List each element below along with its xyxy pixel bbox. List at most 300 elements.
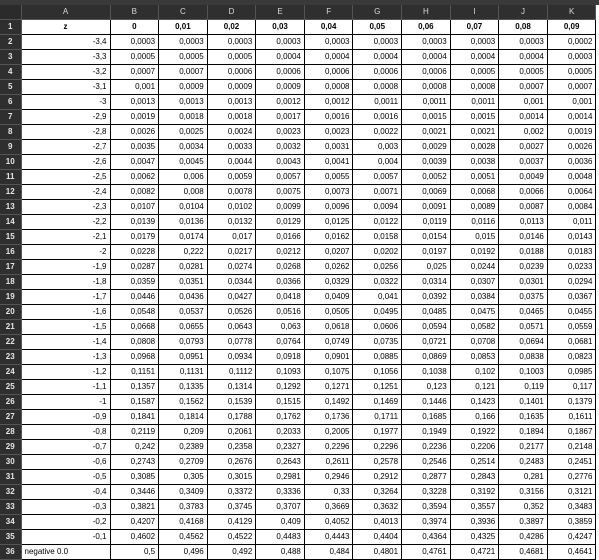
cell-d2[interactable]: 0,0003 <box>207 35 256 50</box>
cell-g10[interactable]: 0,004 <box>353 155 402 170</box>
cell-a12[interactable]: -2,4 <box>21 185 110 200</box>
row-header-35[interactable]: 35 <box>0 530 21 545</box>
cell-d13[interactable]: 0,0102 <box>207 200 256 215</box>
row-header-8[interactable]: 8 <box>0 125 21 140</box>
cell-e11[interactable]: 0,0057 <box>256 170 305 185</box>
cell-a32[interactable]: -0,4 <box>21 485 110 500</box>
cell-i17[interactable]: 0,0244 <box>450 260 499 275</box>
cell-f27[interactable]: 0,1736 <box>304 410 353 425</box>
cell-a29[interactable]: -0,7 <box>21 440 110 455</box>
cell-j2[interactable]: 0,0003 <box>499 35 548 50</box>
cell-d6[interactable]: 0,0013 <box>207 95 256 110</box>
cell-i36[interactable]: 0,4721 <box>450 545 499 560</box>
cell-a3[interactable]: -3,3 <box>21 50 110 65</box>
cell-g26[interactable]: 0,1469 <box>353 395 402 410</box>
cell-i23[interactable]: 0,0853 <box>450 350 499 365</box>
cell-a25[interactable]: -1,1 <box>21 380 110 395</box>
cell-k9[interactable]: 0,0026 <box>547 140 596 155</box>
cell-d21[interactable]: 0,0643 <box>207 320 256 335</box>
cell-j33[interactable]: 0,352 <box>499 500 548 515</box>
cell-h11[interactable]: 0,0052 <box>402 170 451 185</box>
cell-d1[interactable]: 0,02 <box>207 20 256 35</box>
cell-g12[interactable]: 0,0071 <box>353 185 402 200</box>
cell-h30[interactable]: 0,2546 <box>402 455 451 470</box>
cell-h5[interactable]: 0,0008 <box>402 80 451 95</box>
cell-d7[interactable]: 0,0018 <box>207 110 256 125</box>
row-header-18[interactable]: 18 <box>0 275 21 290</box>
cell-d8[interactable]: 0,0024 <box>207 125 256 140</box>
cell-a9[interactable]: -2,7 <box>21 140 110 155</box>
cell-b32[interactable]: 0,3446 <box>110 485 159 500</box>
cell-k35[interactable]: 0,4247 <box>547 530 596 545</box>
cell-f9[interactable]: 0,0031 <box>304 140 353 155</box>
cell-c33[interactable]: 0,3783 <box>159 500 208 515</box>
cell-a8[interactable]: -2,8 <box>21 125 110 140</box>
cell-b14[interactable]: 0,0139 <box>110 215 159 230</box>
cell-f17[interactable]: 0,0262 <box>304 260 353 275</box>
cell-h14[interactable]: 0,0119 <box>402 215 451 230</box>
cell-g22[interactable]: 0,0735 <box>353 335 402 350</box>
cell-k31[interactable]: 0,2776 <box>547 470 596 485</box>
cell-a17[interactable]: -1,9 <box>21 260 110 275</box>
cell-g36[interactable]: 0,4801 <box>353 545 402 560</box>
cell-c19[interactable]: 0,0436 <box>159 290 208 305</box>
cell-k29[interactable]: 0,2148 <box>547 440 596 455</box>
cell-f29[interactable]: 0,2296 <box>304 440 353 455</box>
cell-e21[interactable]: 0,063 <box>256 320 305 335</box>
cell-a18[interactable]: -1,8 <box>21 275 110 290</box>
cell-i29[interactable]: 0,2206 <box>450 440 499 455</box>
cell-h28[interactable]: 0,1949 <box>402 425 451 440</box>
cell-d25[interactable]: 0,1314 <box>207 380 256 395</box>
row-header-36[interactable]: 36 <box>0 545 21 560</box>
cell-a33[interactable]: -0,3 <box>21 500 110 515</box>
cell-h3[interactable]: 0,0004 <box>402 50 451 65</box>
cell-k8[interactable]: 0,0019 <box>547 125 596 140</box>
cell-i12[interactable]: 0,0068 <box>450 185 499 200</box>
cell-i28[interactable]: 0,1922 <box>450 425 499 440</box>
cell-f36[interactable]: 0,484 <box>304 545 353 560</box>
cell-d15[interactable]: 0,017 <box>207 230 256 245</box>
cell-g11[interactable]: 0,0057 <box>353 170 402 185</box>
cell-a36[interactable]: negative 0.0 <box>21 545 110 560</box>
cell-g2[interactable]: 0,0003 <box>353 35 402 50</box>
cell-g23[interactable]: 0,0885 <box>353 350 402 365</box>
cell-b8[interactable]: 0,0026 <box>110 125 159 140</box>
cell-i8[interactable]: 0,0021 <box>450 125 499 140</box>
cell-k26[interactable]: 0,1379 <box>547 395 596 410</box>
row-header-29[interactable]: 29 <box>0 440 21 455</box>
cell-e3[interactable]: 0,0004 <box>256 50 305 65</box>
cell-k12[interactable]: 0,0064 <box>547 185 596 200</box>
cell-e33[interactable]: 0,3707 <box>256 500 305 515</box>
cell-f23[interactable]: 0,0901 <box>304 350 353 365</box>
cell-j11[interactable]: 0,0049 <box>499 170 548 185</box>
cell-a11[interactable]: -2,5 <box>21 170 110 185</box>
cell-b35[interactable]: 0,4602 <box>110 530 159 545</box>
cell-f6[interactable]: 0,0012 <box>304 95 353 110</box>
row-header-5[interactable]: 5 <box>0 80 21 95</box>
cell-e26[interactable]: 0,1515 <box>256 395 305 410</box>
cell-c36[interactable]: 0,496 <box>159 545 208 560</box>
cell-c9[interactable]: 0,0034 <box>159 140 208 155</box>
cell-k6[interactable]: 0,001 <box>547 95 596 110</box>
row-header-19[interactable]: 19 <box>0 290 21 305</box>
cell-d36[interactable]: 0,492 <box>207 545 256 560</box>
cell-e8[interactable]: 0,0023 <box>256 125 305 140</box>
cell-i35[interactable]: 0,4325 <box>450 530 499 545</box>
cell-b19[interactable]: 0,0446 <box>110 290 159 305</box>
row-header-3[interactable]: 3 <box>0 50 21 65</box>
cell-e7[interactable]: 0,0017 <box>256 110 305 125</box>
cell-h23[interactable]: 0,0869 <box>402 350 451 365</box>
cell-d12[interactable]: 0,0078 <box>207 185 256 200</box>
cell-k32[interactable]: 0,3121 <box>547 485 596 500</box>
cell-f32[interactable]: 0,33 <box>304 485 353 500</box>
cell-c31[interactable]: 0,305 <box>159 470 208 485</box>
cell-d17[interactable]: 0,0274 <box>207 260 256 275</box>
cell-f1[interactable]: 0,04 <box>304 20 353 35</box>
cell-d31[interactable]: 0,3015 <box>207 470 256 485</box>
column-header-g[interactable]: G <box>353 5 402 20</box>
cell-c2[interactable]: 0,0003 <box>159 35 208 50</box>
cell-d35[interactable]: 0,4522 <box>207 530 256 545</box>
cell-h22[interactable]: 0,0721 <box>402 335 451 350</box>
cell-b9[interactable]: 0,0035 <box>110 140 159 155</box>
cell-a34[interactable]: -0,2 <box>21 515 110 530</box>
cell-h31[interactable]: 0,2877 <box>402 470 451 485</box>
cell-e25[interactable]: 0,1292 <box>256 380 305 395</box>
cell-b33[interactable]: 0,3821 <box>110 500 159 515</box>
cell-h25[interactable]: 0,123 <box>402 380 451 395</box>
cell-g35[interactable]: 0,4404 <box>353 530 402 545</box>
cell-a13[interactable]: -2,3 <box>21 200 110 215</box>
cell-c13[interactable]: 0,0104 <box>159 200 208 215</box>
cell-e10[interactable]: 0,0043 <box>256 155 305 170</box>
cell-h35[interactable]: 0,4364 <box>402 530 451 545</box>
cell-g3[interactable]: 0,0004 <box>353 50 402 65</box>
cell-e18[interactable]: 0,0366 <box>256 275 305 290</box>
cell-g30[interactable]: 0,2578 <box>353 455 402 470</box>
column-header-a[interactable]: A <box>21 5 110 20</box>
cell-g14[interactable]: 0,0122 <box>353 215 402 230</box>
cell-h24[interactable]: 0,1038 <box>402 365 451 380</box>
cell-h4[interactable]: 0,0006 <box>402 65 451 80</box>
row-header-34[interactable]: 34 <box>0 515 21 530</box>
row-header-1[interactable]: 1 <box>0 20 21 35</box>
cell-c1[interactable]: 0,01 <box>159 20 208 35</box>
cell-j6[interactable]: 0,001 <box>499 95 548 110</box>
cell-h16[interactable]: 0,0197 <box>402 245 451 260</box>
cell-a19[interactable]: -1,7 <box>21 290 110 305</box>
cell-j13[interactable]: 0,0087 <box>499 200 548 215</box>
cell-e31[interactable]: 0,2981 <box>256 470 305 485</box>
cell-j14[interactable]: 0,0113 <box>499 215 548 230</box>
cell-g33[interactable]: 0,3632 <box>353 500 402 515</box>
cell-e4[interactable]: 0,0006 <box>256 65 305 80</box>
cell-k14[interactable]: 0,011 <box>547 215 596 230</box>
cell-b7[interactable]: 0,0019 <box>110 110 159 125</box>
cell-b22[interactable]: 0,0808 <box>110 335 159 350</box>
row-header-22[interactable]: 22 <box>0 335 21 350</box>
cell-d9[interactable]: 0,0033 <box>207 140 256 155</box>
cell-e29[interactable]: 0,2327 <box>256 440 305 455</box>
cell-d14[interactable]: 0,0132 <box>207 215 256 230</box>
cell-c22[interactable]: 0,0793 <box>159 335 208 350</box>
cell-b34[interactable]: 0,4207 <box>110 515 159 530</box>
cell-a27[interactable]: -0,9 <box>21 410 110 425</box>
cell-b23[interactable]: 0,0968 <box>110 350 159 365</box>
cell-f28[interactable]: 0,2005 <box>304 425 353 440</box>
cell-e36[interactable]: 0,488 <box>256 545 305 560</box>
cell-k34[interactable]: 0,3859 <box>547 515 596 530</box>
cell-k30[interactable]: 0,2451 <box>547 455 596 470</box>
cell-e27[interactable]: 0,1762 <box>256 410 305 425</box>
cell-h10[interactable]: 0,0039 <box>402 155 451 170</box>
cell-k20[interactable]: 0,0455 <box>547 305 596 320</box>
cell-e32[interactable]: 0,3336 <box>256 485 305 500</box>
cell-i10[interactable]: 0,0038 <box>450 155 499 170</box>
cell-k15[interactable]: 0,0143 <box>547 230 596 245</box>
cell-j18[interactable]: 0,0301 <box>499 275 548 290</box>
cell-k5[interactable]: 0,0007 <box>547 80 596 95</box>
cell-i16[interactable]: 0,0192 <box>450 245 499 260</box>
cell-c32[interactable]: 0,3409 <box>159 485 208 500</box>
cell-e20[interactable]: 0,0516 <box>256 305 305 320</box>
column-header-e[interactable]: E <box>256 5 305 20</box>
cell-k16[interactable]: 0,0183 <box>547 245 596 260</box>
cell-d16[interactable]: 0,0217 <box>207 245 256 260</box>
cell-j10[interactable]: 0,0037 <box>499 155 548 170</box>
cell-k4[interactable]: 0,0005 <box>547 65 596 80</box>
cell-f26[interactable]: 0,1492 <box>304 395 353 410</box>
cell-f24[interactable]: 0,1075 <box>304 365 353 380</box>
cell-b15[interactable]: 0,0179 <box>110 230 159 245</box>
cell-b16[interactable]: 0,0228 <box>110 245 159 260</box>
cell-a15[interactable]: -2,1 <box>21 230 110 245</box>
cell-a23[interactable]: -1,3 <box>21 350 110 365</box>
cell-h36[interactable]: 0,4761 <box>402 545 451 560</box>
cell-i19[interactable]: 0,0384 <box>450 290 499 305</box>
cell-b12[interactable]: 0,0082 <box>110 185 159 200</box>
cell-c14[interactable]: 0,0136 <box>159 215 208 230</box>
cell-i13[interactable]: 0,0089 <box>450 200 499 215</box>
cell-d18[interactable]: 0,0344 <box>207 275 256 290</box>
cell-i33[interactable]: 0,3557 <box>450 500 499 515</box>
cell-d19[interactable]: 0,0427 <box>207 290 256 305</box>
cell-f16[interactable]: 0,0207 <box>304 245 353 260</box>
cell-g20[interactable]: 0,0495 <box>353 305 402 320</box>
cell-c24[interactable]: 0,1131 <box>159 365 208 380</box>
cell-j35[interactable]: 0,4286 <box>499 530 548 545</box>
cell-i26[interactable]: 0,1423 <box>450 395 499 410</box>
cell-c17[interactable]: 0,0281 <box>159 260 208 275</box>
cell-a7[interactable]: -2,9 <box>21 110 110 125</box>
row-header-30[interactable]: 30 <box>0 455 21 470</box>
cell-b17[interactable]: 0,0287 <box>110 260 159 275</box>
cell-f12[interactable]: 0,0073 <box>304 185 353 200</box>
row-header-21[interactable]: 21 <box>0 320 21 335</box>
column-header-h[interactable]: H <box>402 5 451 20</box>
row-header-11[interactable]: 11 <box>0 170 21 185</box>
cell-h19[interactable]: 0,0392 <box>402 290 451 305</box>
cell-c16[interactable]: 0,222 <box>159 245 208 260</box>
cell-c18[interactable]: 0,0351 <box>159 275 208 290</box>
cell-d29[interactable]: 0,2358 <box>207 440 256 455</box>
cell-k19[interactable]: 0,0367 <box>547 290 596 305</box>
cell-i7[interactable]: 0,0015 <box>450 110 499 125</box>
cell-k18[interactable]: 0,0294 <box>547 275 596 290</box>
row-header-20[interactable]: 20 <box>0 305 21 320</box>
cell-b6[interactable]: 0,0013 <box>110 95 159 110</box>
cell-j34[interactable]: 0,3897 <box>499 515 548 530</box>
cell-g16[interactable]: 0,0202 <box>353 245 402 260</box>
row-header-31[interactable]: 31 <box>0 470 21 485</box>
cell-c35[interactable]: 0,4562 <box>159 530 208 545</box>
cell-e2[interactable]: 0,0003 <box>256 35 305 50</box>
cell-g4[interactable]: 0,0006 <box>353 65 402 80</box>
cell-g21[interactable]: 0,0606 <box>353 320 402 335</box>
cell-j9[interactable]: 0,0027 <box>499 140 548 155</box>
cell-a31[interactable]: -0,5 <box>21 470 110 485</box>
cell-k21[interactable]: 0,0559 <box>547 320 596 335</box>
row-header-27[interactable]: 27 <box>0 410 21 425</box>
cell-a2[interactable]: -3,4 <box>21 35 110 50</box>
cell-j32[interactable]: 0,3156 <box>499 485 548 500</box>
cell-g18[interactable]: 0,0322 <box>353 275 402 290</box>
cell-c27[interactable]: 0,1814 <box>159 410 208 425</box>
cell-b25[interactable]: 0,1357 <box>110 380 159 395</box>
cell-k36[interactable]: 0,4641 <box>547 545 596 560</box>
cell-b3[interactable]: 0,0005 <box>110 50 159 65</box>
cell-f20[interactable]: 0,0505 <box>304 305 353 320</box>
cell-i9[interactable]: 0,0028 <box>450 140 499 155</box>
cell-h29[interactable]: 0,2236 <box>402 440 451 455</box>
cell-a35[interactable]: -0,1 <box>21 530 110 545</box>
cell-c29[interactable]: 0,2389 <box>159 440 208 455</box>
cell-a10[interactable]: -2,6 <box>21 155 110 170</box>
cell-d23[interactable]: 0,0934 <box>207 350 256 365</box>
cell-e22[interactable]: 0,0764 <box>256 335 305 350</box>
row-header-2[interactable]: 2 <box>0 35 21 50</box>
row-header-28[interactable]: 28 <box>0 425 21 440</box>
cell-j22[interactable]: 0,0694 <box>499 335 548 350</box>
cell-e5[interactable]: 0,0009 <box>256 80 305 95</box>
cell-f4[interactable]: 0,0006 <box>304 65 353 80</box>
cell-j23[interactable]: 0,0838 <box>499 350 548 365</box>
select-all-corner[interactable] <box>0 5 21 20</box>
cell-j28[interactable]: 0,1894 <box>499 425 548 440</box>
cell-d4[interactable]: 0,0006 <box>207 65 256 80</box>
row-header-10[interactable]: 10 <box>0 155 21 170</box>
row-header-33[interactable]: 33 <box>0 500 21 515</box>
cell-g29[interactable]: 0,2296 <box>353 440 402 455</box>
column-header-j[interactable]: J <box>499 5 548 20</box>
cell-j12[interactable]: 0,0066 <box>499 185 548 200</box>
cell-h21[interactable]: 0,0594 <box>402 320 451 335</box>
cell-e16[interactable]: 0,0212 <box>256 245 305 260</box>
cell-j1[interactable]: 0,08 <box>499 20 548 35</box>
cell-a6[interactable]: -3 <box>21 95 110 110</box>
cell-c26[interactable]: 0,1562 <box>159 395 208 410</box>
cell-c11[interactable]: 0,006 <box>159 170 208 185</box>
cell-f35[interactable]: 0,4443 <box>304 530 353 545</box>
cell-d22[interactable]: 0,0778 <box>207 335 256 350</box>
row-header-32[interactable]: 32 <box>0 485 21 500</box>
row-header-14[interactable]: 14 <box>0 215 21 230</box>
cell-f30[interactable]: 0,2611 <box>304 455 353 470</box>
cell-i25[interactable]: 0,121 <box>450 380 499 395</box>
row-header-12[interactable]: 12 <box>0 185 21 200</box>
row-header-25[interactable]: 25 <box>0 380 21 395</box>
cell-b2[interactable]: 0,0003 <box>110 35 159 50</box>
cell-i3[interactable]: 0,0004 <box>450 50 499 65</box>
cell-b31[interactable]: 0,3085 <box>110 470 159 485</box>
cell-g1[interactable]: 0,05 <box>353 20 402 35</box>
cell-g31[interactable]: 0,2912 <box>353 470 402 485</box>
cell-f14[interactable]: 0,0125 <box>304 215 353 230</box>
cell-b18[interactable]: 0,0359 <box>110 275 159 290</box>
cell-f15[interactable]: 0,0162 <box>304 230 353 245</box>
cell-j20[interactable]: 0,0465 <box>499 305 548 320</box>
cell-b26[interactable]: 0,1587 <box>110 395 159 410</box>
cell-e34[interactable]: 0,409 <box>256 515 305 530</box>
cell-k1[interactable]: 0,09 <box>547 20 596 35</box>
cell-b30[interactable]: 0,2743 <box>110 455 159 470</box>
cell-h27[interactable]: 0,1685 <box>402 410 451 425</box>
cell-b4[interactable]: 0,0007 <box>110 65 159 80</box>
cell-k7[interactable]: 0,0014 <box>547 110 596 125</box>
cell-d30[interactable]: 0,2676 <box>207 455 256 470</box>
cell-d11[interactable]: 0,0059 <box>207 170 256 185</box>
cell-j26[interactable]: 0,1401 <box>499 395 548 410</box>
cell-d33[interactable]: 0,3745 <box>207 500 256 515</box>
cell-b27[interactable]: 0,1841 <box>110 410 159 425</box>
cell-f25[interactable]: 0,1271 <box>304 380 353 395</box>
cell-g9[interactable]: 0,003 <box>353 140 402 155</box>
cell-j31[interactable]: 0,281 <box>499 470 548 485</box>
cell-h34[interactable]: 0,3974 <box>402 515 451 530</box>
cell-k24[interactable]: 0,0985 <box>547 365 596 380</box>
row-header-15[interactable]: 15 <box>0 230 21 245</box>
cell-k2[interactable]: 0,0002 <box>547 35 596 50</box>
cell-f21[interactable]: 0,0618 <box>304 320 353 335</box>
cell-j30[interactable]: 0,2483 <box>499 455 548 470</box>
cell-f2[interactable]: 0,0003 <box>304 35 353 50</box>
cell-a4[interactable]: -3,2 <box>21 65 110 80</box>
cell-h1[interactable]: 0,06 <box>402 20 451 35</box>
cell-a24[interactable]: -1,2 <box>21 365 110 380</box>
cell-i6[interactable]: 0,0011 <box>450 95 499 110</box>
cell-j19[interactable]: 0,0375 <box>499 290 548 305</box>
cell-a16[interactable]: -2 <box>21 245 110 260</box>
cell-a14[interactable]: -2,2 <box>21 215 110 230</box>
cell-b21[interactable]: 0,0668 <box>110 320 159 335</box>
cell-h32[interactable]: 0,3228 <box>402 485 451 500</box>
cell-b29[interactable]: 0,242 <box>110 440 159 455</box>
cell-i14[interactable]: 0,0116 <box>450 215 499 230</box>
cell-g32[interactable]: 0,3264 <box>353 485 402 500</box>
cell-a20[interactable]: -1,6 <box>21 305 110 320</box>
cell-e24[interactable]: 0,1093 <box>256 365 305 380</box>
cell-k13[interactable]: 0,0084 <box>547 200 596 215</box>
cell-e19[interactable]: 0,0418 <box>256 290 305 305</box>
cell-f11[interactable]: 0,0055 <box>304 170 353 185</box>
cell-e23[interactable]: 0,0918 <box>256 350 305 365</box>
column-header-c[interactable]: C <box>159 5 208 20</box>
cell-g17[interactable]: 0,0256 <box>353 260 402 275</box>
cell-a21[interactable]: -1,5 <box>21 320 110 335</box>
